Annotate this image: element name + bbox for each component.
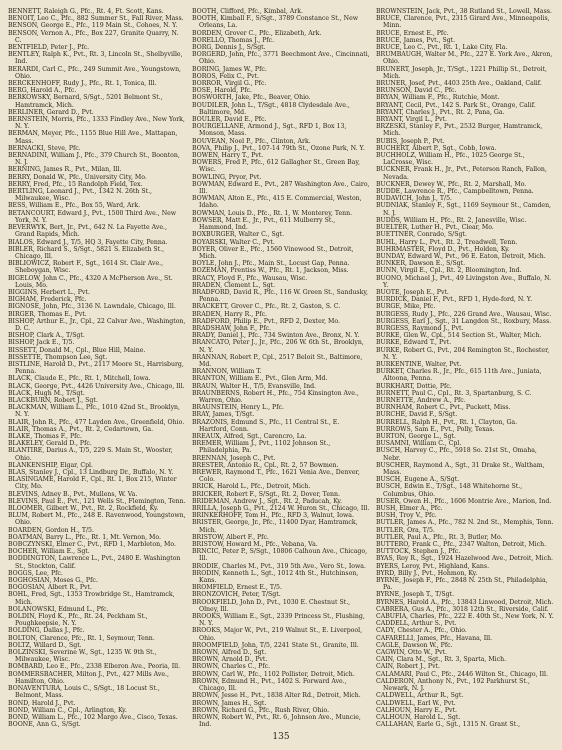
- roster-entry: BRISTER, George, Jr., Pfc., 11400 Dyar, Hamtramck, Mich.: [192, 519, 358, 534]
- roster-entry: BOXBURGER, Walter C., Sgt.: [192, 231, 285, 239]
- roster-entry: BRYAN, William F., Pfc., Rutchie, Mont.: [376, 94, 500, 102]
- roster-entry: CABUFIA, Charles, Pfc., 222 E. 40th St., New York, N. Y.: [376, 613, 554, 621]
- roster-entry: BERKOWSKY, Bernard, S/Sgt., 5201 Belmont St., Hamtramck, Mich.: [8, 94, 163, 109]
- roster-entry: BRIDEMAN, Andrew J., Sgt., Rt. 2, Paducah, Ky.: [192, 497, 343, 505]
- roster-entry: BLANTIRE, Darius A., T/5, 229 S. Main St., Wooster, Ohio.: [8, 447, 173, 462]
- roster-entry: BRANTON, William E., Pvt., Glen Arm, Md.: [192, 375, 328, 383]
- roster-entry: BONAVENTURA, Louis C., S/Sgt., 18 Locust St., Belmont, Mass.: [8, 685, 160, 700]
- roster-entry: BYRNES, Harold A., Pfc., 13843 Linwood, Detroit, Mich.: [376, 598, 554, 606]
- roster-entry: BUSH, Troy V., Pfc.: [376, 512, 437, 520]
- roster-entry: BRADEN, Harry R., Pfc.: [192, 310, 268, 318]
- roster-entry: CADDELL, Arthur S., Pvt.: [376, 620, 457, 628]
- roster-entry: BOYER, Oliver E., Pfc., 1560 Vinewood St., Detroit, Mich.: [192, 245, 354, 260]
- roster-entry: BYERS, Leroy, Pvt., Highland, Kans.: [376, 562, 490, 570]
- roster-entry: BOGHOSIAN, Moses G., Pfc.: [8, 577, 98, 585]
- roster-entry: BUNKER, Dawson E., S/Sgt.: [376, 260, 466, 268]
- roster-entry: BISHOP, Clark A., T/Sgt.: [8, 332, 85, 340]
- roster-entry: BUETTNER, Conrado, S/Sgt.: [376, 231, 467, 239]
- roster-entry: BURKE, Edward T., Pvt.: [376, 339, 452, 347]
- roster-entry: BOND, William C., Cpl., Arlington, Ky.: [8, 706, 127, 714]
- roster-entry: BURDICK, Daniel F., Pvt., RFD 1, Hyde-ford, N. Y.: [376, 296, 533, 304]
- roster-entry: BROOKFIELD, John D., Pvt., 1030 E. Chestnut St., Olney, Ill.: [192, 598, 351, 613]
- roster-entry: BROWN, Robert W., Pvt., Rt. 6, Johnson Ave., Muncie, Ind.: [192, 713, 361, 728]
- roster-entry: BERNACKI, Steve, Pfc.: [8, 144, 81, 152]
- roster-entry: BOHL, Fred, Sgt., 1353 Trowbridge St., Hamtramck, Mich.: [8, 591, 175, 606]
- roster-entry: BERTLING, Leonard J., Pvt., 1342 N. 26th St., Milwaukee, Wisc.: [8, 188, 152, 203]
- roster-entry: BOWSER, Matt E., Jr., Pvt., 611 Mulberry St., Hammond, Ind.: [192, 216, 336, 232]
- roster-entry: BERMAN, Meyer, Pfc., 1155 Blue Hill Ave., Mattapan, Mass.: [8, 130, 178, 145]
- roster-entry: BIGNOSE, John, Pfc., 3136 N. Lawndale, Chicago, Ill.: [8, 303, 176, 311]
- roster-entry: BUSH, Elmer A., Pfc.: [376, 505, 443, 513]
- roster-entry: BRUNSON, David C., Pfc.: [376, 87, 457, 95]
- roster-entry: BOYARSKI, Walter C., Pvt.: [192, 238, 275, 246]
- roster-entry: BURRELL, Ralph H., Pvt., Rt. 1, Clayton, Ga.: [376, 418, 518, 426]
- roster-entry: BROWN, Arnold D., Pvt.: [192, 656, 268, 664]
- roster-entry: BROMFIELD, Ernest E., T/5.: [192, 584, 282, 592]
- roster-entry: BOBCZYNSKI, Elmer C., Pvt., RFD 1, Marbleton, Mo.: [8, 541, 176, 549]
- roster-entry: BRADFORD, Philip E., Pvt., RFD 2, Dexter, Mo.: [192, 317, 340, 325]
- roster-entry: BUTTERO, Frank C., Pfc., 2347 Walton, Detroit, Mich.: [376, 541, 547, 549]
- roster-entry: BISSETTE, Thompson Lee, Sgt.: [8, 353, 108, 361]
- roster-entry: BOWEN, Harry T., Pvt.: [192, 152, 264, 160]
- roster-entry: BOLDING, Dallas J., Pfc.: [8, 627, 85, 635]
- roster-entry: BOROS, Felix C., Pvt.: [192, 72, 259, 80]
- roster-entry: BLACK, George, Pvt., 4426 University Ave., Chicago, Ill.: [8, 382, 185, 390]
- roster-entry: BRACY, Floyd F., Pfc., Wausau, Wisc.: [192, 274, 308, 282]
- roster-entry: BERNING, James R., Pvt., Milan, Ill.: [8, 166, 122, 174]
- roster-entry: BOCHER, William E., Sgt.: [8, 548, 90, 556]
- roster-entry: BURROWS, Sam E., Pvt., Polly, Texas.: [376, 425, 495, 433]
- roster-entry: BUTLER, James A., Pfc., 782 N. 2nd St., Memphis, Tenn.: [376, 519, 554, 527]
- roster-entry: BURKE, Robert G., Pvt., 204 Remington St., Rochester, N. Y.: [376, 346, 550, 361]
- roster-entry: BRUCE, Ernest E., Pfc.: [376, 29, 449, 37]
- roster-entry: BODDINGTON, Lawrence L., Pvt., 2480 E. Washington St., Stockton, Calif.: [8, 555, 181, 570]
- roster-entry: BURKENTINE, Walter, Pvt.: [376, 360, 462, 368]
- roster-entry: BYRNE, Joseph T., T/Sgt.: [376, 591, 454, 599]
- roster-entry: BISHOP, Jack E., T/5.: [8, 339, 75, 347]
- roster-entry: BUDDE, Lawrence R., Pfc., Campbelltown, Penna.: [376, 188, 534, 196]
- roster-entry: BUSER, Owen H., Pfc., 1606 Montrie Ave., Marion, Ind.: [376, 497, 552, 505]
- roster-entry: BUSCH, Edwin E., T/Sgt., 148 Whitehorne St., Columbus, Ohio.: [376, 483, 523, 498]
- roster-entry: BORROR, Virgil G., Pfc.: [192, 80, 267, 88]
- roster-entry: BUHL, Harry L., Pvt., Rt. 2, Treadwell, Tenn.: [376, 238, 518, 246]
- roster-entry: CALHOUN, Harold L., Sgt.: [376, 713, 461, 721]
- roster-entry: BRISTOW, Howard M., Pfc., Vebana, Va.: [192, 541, 318, 549]
- roster-entry: BORGERD, John, Pfc., 3771 Beechmont Ave., Cincinnati, Ohio.: [192, 51, 370, 66]
- roster-entry: BUCHHOLZ, William H., Pfc., 1025 George St., LaCrosse, Wisc.: [376, 152, 525, 167]
- roster-entry: BUTLER, Paul A., Pfc., Rt. 3, Butler, Mo.: [376, 533, 503, 541]
- roster-entry: BRUCE, Leo C., Pvt., Rt. 1, Lake City, Fla.: [376, 44, 508, 52]
- roster-entry: BRUNERT, Joseph, Jr., T/Sgt., 1221 Phillip St., Detroit, Mich.: [376, 65, 547, 80]
- roster-entry: BRUNER, Josef, Pvt., 4403 25th Ave., Oakland, Calif.: [376, 80, 542, 88]
- roster-entry: BRUCE, James, Pvt., Sgt.: [376, 36, 456, 44]
- roster-entry: BOARDEN, Gordon H., T/5.: [8, 526, 94, 534]
- roster-entry: BYAS, Roy R., Sgt., 1924 Hazelwood Ave., Detroit, Mich.: [376, 555, 554, 563]
- roster-entry: BRAY, James, T/Sgt.: [192, 411, 255, 419]
- roster-entry: BLAIR, John R., Pfc., 477 Laydon Ave., Greenfield, Ohio.: [8, 418, 185, 426]
- roster-entry: BRADY, Daniel J., Pfc., 734 Swinton Ave., Bronx, N. Y.: [192, 332, 360, 340]
- roster-entry: BENTLEY, Ralph K., Pvt., Rt. 3, Lincoln St., Shelbyville, Ind.: [8, 51, 183, 66]
- roster-entry: BRAUNBERNS, Robert H., Pfc., 754 Kinsington Ave., Warren, Ohio.: [192, 389, 359, 404]
- roster-entry: BOND, William L., Pfc., 102 Margo Ave., Cisco, Texas.: [8, 713, 178, 721]
- roster-entry: BORING, James W., Pfc.: [192, 65, 267, 73]
- roster-entry: BERLINER, Gerard D., Pvt.: [8, 108, 94, 116]
- roster-entry: BURCHE, David F., S/Sgt.: [376, 411, 458, 419]
- roster-entry: BOZEMAN, Prentiss W., Pfc., Rt. 1, Jackson, Miss.: [192, 267, 349, 275]
- roster-entry: BOLDIN, Floyd K., Pfc., Rt. 24, Peckham St., Poughkeepsie, N. Y.: [8, 613, 148, 628]
- roster-entry: BUHRMASTER, Floyd D., Pvt., Holden, Ky.: [376, 245, 510, 253]
- roster-entry: BOULER, David E., Pfc.: [192, 116, 267, 124]
- roster-entry: BRONZOVICH, Peter, T/Sgt.: [192, 591, 281, 599]
- roster-entry: BURGESS, Earl J., Sgt., 31 Langdon St., Roxbury, Mass.: [376, 317, 552, 325]
- roster-entry: BISSETT, Donald M., Cpl., Blue Hill, Maine.: [8, 346, 146, 354]
- roster-entry: BIGGINS, Herbert L., Pvt.: [8, 288, 90, 296]
- roster-entry: BROOKS, William E., Sgt., 2339 Princess St., Flushing, N. Y.: [192, 613, 365, 628]
- roster-entry: CAGLE, Dawson W., Pfc.: [376, 641, 453, 649]
- roster-entry: BUDNIAK, Stanley F., Sgt., 1169 Seymour St., Camden, N. J.: [376, 202, 552, 217]
- roster-entry: BROWN, Alfred D., Sgt.: [192, 649, 267, 657]
- roster-entry: CAGWIN, Otto W., Pvt.: [376, 649, 447, 657]
- roster-entry: CALDERON, Anthony N., Pvt., 192 Parkhurst St., Newark, N. J.: [376, 677, 530, 693]
- roster-entry: BLAS, Stanley J., Cpl., 13 Lindburg Dr., Buffalo, N. Y.: [8, 469, 174, 476]
- roster-entry: BENNETT, Raleigh G., Pfc., Rt. 4, Ft. Scott, Kans.: [8, 8, 164, 15]
- roster-entry: BIGHAM, Frederick, Pfc.: [8, 296, 87, 304]
- roster-entry: BROWN, James H., Sgt.: [192, 699, 267, 707]
- roster-entry: BROWN, Jesse H., Pvt., 1838 Alter Rd., Detroit, Mich.: [192, 692, 361, 700]
- roster-entry: BUCHERT, Albert P., Sgt., Cobb, Iowa.: [376, 144, 497, 152]
- roster-entry: BURKHART, Dottie, Pfc.: [376, 382, 452, 390]
- roster-entry: BRANNON, William T.: [192, 368, 262, 376]
- roster-entry: BURNETT, Paul C., Cpl., Rt. 3, Spartanburg, S. C.: [376, 389, 532, 397]
- roster-entry: BOGGS, Lee, Pfc.: [8, 569, 63, 577]
- roster-entry: BLASINGAME, Harold F., Cpl., Rt. 1, Box 215, Winter City, Mo.: [8, 476, 177, 491]
- roster-entry: BROOMFIELD, John, T/5, 2241 State St., Granite, Ill.: [192, 641, 359, 649]
- roster-entry: BRAUNSTEIN, Henry L., Pfc.: [192, 404, 284, 412]
- roster-entry: BOYLE, John J., Pfc., Main St., Locust Gap, Penna.: [192, 260, 350, 268]
- roster-entry: BURKE, Glen W., Cpl., 514 Section St., Walter, Mich.: [376, 332, 542, 340]
- roster-entry: BURNHAM, Robert C., Pvt., Puckett, Miss.: [376, 404, 511, 412]
- roster-entry: BUBIS, Joseph P., Pvt.: [376, 137, 445, 145]
- roster-entry: CALLAHAN, Earle G., Sgt., 1315 N. Grant St.,: [376, 721, 521, 728]
- roster-entry: BOSWORTH, Jake, Pfc., Beaver, Ohio.: [192, 94, 311, 102]
- roster-entry: BOLTON, Clarence, Pfc., Rt. 1, Seymour, Tenn.: [8, 634, 155, 642]
- roster-entry: BUTTOCK, Stephen J., Pfc.: [376, 548, 461, 556]
- roster-entry: BUDAVICH, John J., T/5.: [376, 195, 453, 203]
- roster-entry: BORDEN, Grover C., Pfc., Elizabeth, Ark.: [192, 29, 322, 37]
- roster-entry: BLOOMER, Gilbert W., Pvt., Rt. 2, Rockfield, Ky.: [8, 505, 159, 513]
- roster-entry: BLEVINS, Adney B., Pvt., Mullens, W. Va.: [8, 490, 138, 498]
- roster-entry: BRAUN, Walter H., T/5, Evansville, Ind.: [192, 382, 317, 390]
- roster-entry: BOUDILER, John L., T/Sgt., 4818 Clydesdale Ave., Baltimore, Md.: [192, 101, 350, 116]
- roster-entry: BUSAMNI, William C., Cpl.: [376, 440, 462, 448]
- roster-entry: BESS, William E., Pfc., Box 55, Ward, Ark.: [8, 202, 141, 210]
- roster-entry: BRICKER, Robert F., S/Sgt., Rt. 2, Dover, Tenn.: [192, 490, 340, 498]
- roster-entry: BISTLINE, Harold D., Pvt., 2117 Moore St., Harrisburg, Penna.: [8, 360, 184, 376]
- roster-entry: BUSCH, Eugene A., S/Sgt.: [376, 476, 460, 484]
- roster-entry: BUNDAY, Edward W., Pvt., 96 E. Eaton, Detroit, Mich.: [376, 252, 546, 260]
- roster-entry: BOWLING, Pryor, Pvt.: [192, 173, 262, 181]
- roster-entry: BUCKNER, Frank H., Jr., Pvt., Peterson Ranch, Fallon, Nevada.: [376, 166, 547, 181]
- roster-entry: BROWNSTEIN, Jack, Pvt., 38 Rutland St., Lowell, Mass.: [376, 8, 552, 15]
- roster-entry: BOWMAN, Louis D., Pfc., Rt. 1, W. Monterey, Tenn.: [192, 209, 353, 217]
- roster-entry: BOLZINSKI, Severine W., Sgt., 1235 W. 9th St., Milwaukee, Wisc.: [8, 649, 157, 664]
- roster-entry: BRANCATO, Peter J., Jr., Pfc., 206 W. 6th St., Brooklyn, N. Y.: [192, 339, 364, 354]
- roster-entry: CADY, Chester A., Pfc., Ohio.: [376, 627, 467, 635]
- roster-entry: BOMBARD, Leo E., Pfc., 2338 Elberon Ave., Peoria, Ill.: [8, 663, 181, 671]
- roster-entry: BURGE, Mike, Pfc.: [376, 303, 436, 311]
- roster-entry: BIGELOW, John C., Pfc., 4320 A McPherson Ave., St. Louis, Mo.: [8, 274, 173, 289]
- roster-entry: BRYANT, Cecil, Pvt., 142 S. Park St., Orange, Calif.: [376, 101, 536, 109]
- roster-entry: CAFARELLI, James, Pfc., Havana, Ill.: [376, 634, 493, 642]
- roster-entry: BYRNE, Joseph F., Pfc., 2848 N. 25th St., Philadelphia, Pa.: [376, 577, 548, 592]
- roster-entry: BORELLO, Thomas J., Pfc.: [192, 36, 275, 44]
- roster-entry: BORG, Dennis J., S/Sgt.: [192, 44, 266, 52]
- roster-entry: BIBLIOWICZ, Robert F., Sgt., 1614 St. Clair Ave., Sheboygan, Wisc.: [8, 260, 164, 275]
- roster-entry: BROWN, Edmund H., Pvt., 1402 S. Forward Ave., Chicago, Ill.: [192, 677, 347, 693]
- roster-entry: CALHOUN, Harry E., Pvt.: [376, 706, 457, 714]
- roster-entry: BURTON, George L., Sgt.: [376, 432, 457, 440]
- roster-entry: BERRY, Donald W., Pfc., University City, Mo.: [8, 173, 147, 181]
- roster-entry: BUCKNER, Dewey W., Pfc., Rt. 2, Marshall, Mo.: [376, 180, 527, 188]
- roster-entry: BRZESKI, Stanley F., Pvt., 2532 Burger, Hamtramck, Mich.: [376, 123, 543, 138]
- roster-entry: BRUMBAUGH, Walter M., Pfc., 227 E. York Ave., Akron, Ohio.: [376, 51, 553, 66]
- roster-entry: BOGOSIAN, Albert R., Pvt.: [8, 584, 93, 592]
- roster-entry: BOWMAN, Edward E., Pvt., 287 Washington Ave., Cairo, Ill.: [192, 180, 370, 196]
- roster-entry: BRILLA, Joseph G., Pvt., 2124 W. Huron St., Chicago, Ill.: [192, 505, 370, 513]
- roster-entry: BOUVEAN, Noel P., Pfc., Clinton, Ark.: [192, 137, 311, 145]
- roster-entry: BRENNAN, Joseph C., Pvt.: [192, 454, 276, 462]
- roster-entry: BLUM, Robert M., Pfc., 248 E. Ravenwood, Youngstown, Ohio.: [8, 512, 186, 527]
- roster-entry: CAIN, Clara M., Sgt., Rt. 3, Sparta, Mich.: [376, 656, 507, 664]
- roster-entry: BROWN, Charles C., Pfc.: [192, 663, 271, 671]
- roster-entry: BENSON, George E., Pfc., 119 Main St., Cohoes, N. Y.: [8, 22, 178, 30]
- roster-column-2: [192, 8, 370, 728]
- roster-entry: BOND, Harold J., Pvt.: [8, 699, 76, 707]
- roster-entry: BERG, Harold A., Pfc.: [8, 87, 77, 95]
- roster-entry: BOWMAN, Alton E., Pfc., 415 E. Commercial, Weston, Idaho.: [192, 195, 362, 210]
- roster-entry: BRODIN, Kenneth L., Sgt., 1012 4th St., Hutchinson, Kans.: [192, 569, 359, 585]
- roster-entry: BISHOP, Arthur E., Jr., Cpl., 22 Calvar Ave., Washington, D. C.: [8, 317, 186, 332]
- roster-entry: BRYANT, Virgil L., Pvt.: [376, 116, 447, 124]
- roster-entry: CABRERA, Gus A., Pfc., 3018 12th St., Riverside, Calif.: [376, 605, 549, 613]
- page-number: 135: [272, 732, 290, 742]
- roster-entry: BOOTH, Kimball F., S/Sgt., 3789 Constance St., New Orleans, La.: [192, 15, 359, 30]
- roster-entry: BRISTOW, Albert F., Pfc.: [192, 533, 269, 541]
- roster-entry: BOSE, Harold, Pfc.: [192, 87, 252, 95]
- roster-entry: BREMER, William J., Pvt., 1102 Johnson St., Philadelphia, Pa.: [192, 440, 331, 455]
- roster-entry: BLACK, Hugh M., T/Sgt.: [8, 389, 85, 397]
- roster-entry: BLACKBURN, Robert J., Sgt.: [8, 396, 98, 404]
- roster-entry: BIALOS, Edward J., T/5, HQ 3, Fayette City, Penna.: [8, 238, 168, 246]
- roster-entry: BURGESS, Rudy J., Pfc., 226 Grand Ave., Wausau, Wisc.: [376, 310, 552, 318]
- roster-entry: BRODIE, Charles M., Pvt., 319 5th Ave., Vero St., Iowa.: [192, 562, 366, 570]
- roster-entry: BOWERS, Fred P., Pfc., 612 Gallagher St., Green Bay, Wisc.: [192, 159, 360, 174]
- roster-entry: BENSON, Vernon A., Pfc., Box 227, Granite Quarry, N. C.: [8, 29, 179, 44]
- roster-column-3: [376, 8, 554, 728]
- roster-entry: BUTLER, Ora, T/5.: [376, 526, 435, 534]
- roster-entry: BRADEN, Clement L., Sgt.: [192, 281, 276, 289]
- roster-entry: BERCKENHOFF, Rudy J., Pfc., Rt. 1, Tonica, Ill.: [8, 80, 157, 88]
- roster-entry: BREAUX, Alfred, Sgt., Carencro, La.: [192, 432, 307, 440]
- roster-entry: BUDDS, William H., Pfc., Rt. 2, Janesville, Wisc.: [376, 216, 527, 224]
- roster-entry: BRYANT, Charles J., Pvt., Rt. 2, Pana, Ga.: [376, 108, 505, 116]
- roster-entry: BROWN, Carl W., Pfc., 1102 Pollister, Detroit, Mich.: [192, 670, 355, 678]
- roster-entry: BURNETTE, Andrew A., Pfc.: [376, 396, 466, 404]
- roster-entry: BOLANOWSKI, Edmund L., Pfc.: [8, 605, 109, 613]
- roster-entry: BRACKETT, Grover C., Pfc., Rt. 2, Gaston, S. C.: [192, 303, 341, 311]
- roster-entry: BIBLER, Richard S., S/Sgt., 5821 S. Elizabeth St., Chicago, Ill.: [8, 245, 165, 260]
- roster-entry: BOATMAN, Barry L., Pfc., Rt. 1, Mt. Vernon, Mo.: [8, 533, 161, 541]
- roster-entry: BOONE, Ann G., S/Sgt.: [8, 721, 81, 728]
- roster-entry: BRESTER, Antonio R., Cpl., Rt. 2, 57 Bowmen.: [192, 461, 339, 469]
- roster-entry: BETANCOURT, Edward J., Pvt., 1500 Third Ave., New York, N. Y.: [8, 209, 177, 224]
- roster-entry: BUSCHER, Raymond A., Sgt., 31 Drake St., Waltham, Mass.: [376, 461, 545, 476]
- roster-entry: BRUCE, Clarence, Pvt., 2315 Girard Ave., Minneapolis, Minn.: [376, 15, 550, 30]
- roster-entry: BUNN, Virgil E., Cpl., Rt. 2, Bloomington, Ind.: [376, 267, 522, 275]
- roster-entry: BUONO, Michael J., Pvt., 49 Livingston Ave., Buffalo, N. Y.: [376, 274, 552, 289]
- roster-entry: CALDWELL, Arthur R., Sgt.: [376, 692, 464, 700]
- roster-entry: BRNCIC, Peter P., S/Sgt., 10806 Calhoun Ave., Chicago, Ill.: [192, 548, 368, 563]
- roster-entry: BENOIT, Leo C., Pfc., 882 Summer St., Fall River, Mass.: [8, 15, 184, 23]
- roster-entry: CALAMARI, Paul C., Pfc., 2446 Wilton St., Chicago, Ill.: [376, 670, 548, 678]
- roster-entry: BOOTH, Clifford, Pfc., Kimbal, Ark.: [192, 8, 303, 15]
- roster-column-1: [8, 8, 186, 728]
- roster-entry: BYRD, Billy J., Pvt., Hohmon, Ky.: [376, 569, 478, 577]
- roster-entry: BLAKELEY, Gerald D., Pfc.: [8, 440, 92, 448]
- roster-columns: [8, 8, 554, 728]
- roster-entry: BERNADINI, William J., Pfc., 379 Church St., Boonton, N. J.: [8, 152, 180, 167]
- roster-entry: BUSCH, Harvey C., Pfc., 5918 So. 21st St., Omaha, Nebr.: [376, 447, 537, 462]
- roster-entry: CALDWELL, Earl W., Pvt.: [376, 699, 456, 707]
- roster-entry: BURGESS, Raymond J., Pvt.: [376, 324, 464, 332]
- roster-entry: BRANNAN, Robert P., Cpl., 2517 Beloit St., Baltimore, Md.: [192, 353, 363, 368]
- roster-entry: BREWER, Raymond T., Pfc., 1621 Venia Ave., Denver, Colo.: [192, 469, 360, 484]
- roster-entry: BRAZONIS, Edmund S., Pfc., 11 Central St., E. Hartford, Conn.: [192, 418, 340, 433]
- roster-entry: BRADFORD, David R., Pfc., 116 W. Green St., Sandusky, Penna.: [192, 288, 368, 304]
- roster-entry: BROOKS, Major W., Pvt., 219 Walnut St., E. Liverpool, Ohio.: [192, 627, 363, 642]
- roster-entry: BUELTER, Luther H., Pvt., Clear, Mo.: [376, 224, 494, 232]
- roster-entry: BIRGER, Thomas E., Pvt.: [8, 310, 87, 318]
- roster-entry: BRADSHAW, John F., Pfc.: [192, 324, 271, 332]
- roster-entry: CAIN, Robert J., Pvt.: [376, 663, 441, 671]
- roster-entry: BLACK, Claude E., Pfc., Rt. 1, Mitchell, Iowa.: [8, 375, 151, 383]
- roster-entry: BLEVINS, Paul E., Pvt., 121 Wells St., Flemington, Tenn.: [8, 497, 186, 505]
- roster-entry: BRINKERHOFF, Tom H., Pfc., RFD 3, Walnut, Iowa.: [192, 512, 354, 520]
- roster-entry: BERNSTEIN, Morris, Pfc., 1333 Findley Ave., New York, N. Y.: [8, 116, 185, 131]
- roster-entry: BLANKENSHIP, Elgar, Cpl.: [8, 461, 94, 469]
- roster-entry: BURKET, Charles R., Jr., Pfc., 615 11th Ave., Juniata, Altoona, Penna.: [376, 368, 542, 383]
- roster-entry: BLACKMAN, William L., Pfc., 1010 42nd St., Brooklyn, N. Y.: [8, 404, 181, 419]
- roster-entry: BERRY, Fred, Pfc., 15 Randolph Field, Tex.: [8, 180, 143, 188]
- roster-entry: BEVERWYK, Bert, Jr., Pvt., 642 N. La Fayette Ave., Grand Rapids, Mich.: [8, 224, 167, 239]
- roster-entry: BROWN, Richard G., Pfc., Rush River, Ohio.: [192, 706, 330, 714]
- roster-entry: BLAIR, Thomas A., Pvt., Rt. 2, Cedartown, Ga.: [8, 425, 154, 433]
- roster-entry: BOVA, Philip J., Pvt., 107-14 79th St., Ozone Park, N. Y.: [192, 144, 365, 152]
- roster-entry: BOMMERSBACHER, Milton J., Pvt., 427 Mills Ave., Hamilton, Ohio.: [8, 670, 169, 685]
- roster-entry: BUOTE, Joseph E., Pvt.: [376, 288, 449, 296]
- roster-entry: BENTFIELD, Peter J., Pfc.: [8, 44, 90, 52]
- roster-entry: BERARDI, Carl C., Pfc., 249 Summit Ave., Youngstown, Ohio.: [8, 65, 182, 80]
- roster-entry: BRICK, Harold L., Pfc., Detroit, Mich.: [192, 483, 311, 491]
- roster-entry: BOURGELLANE, Armond J., Sgt., RFD 1, Box 13, Monson, Mass.: [192, 123, 347, 138]
- roster-entry: BLAKE, Thomas F., Pfc.: [8, 432, 82, 440]
- roster-entry: BOLTZ, Willard D., Sgt.: [8, 641, 82, 649]
